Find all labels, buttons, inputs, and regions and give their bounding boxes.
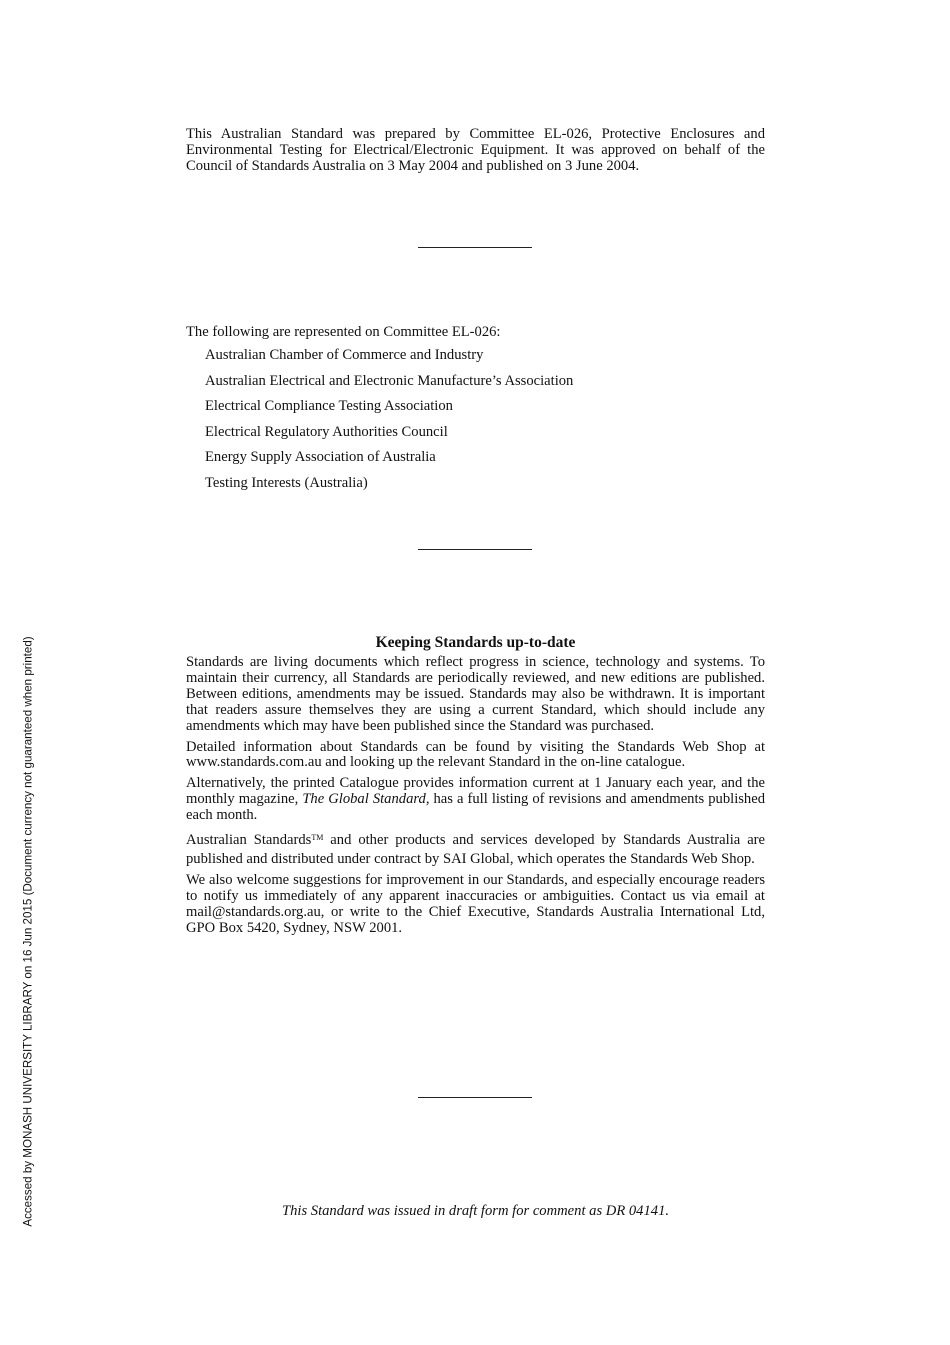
trademark-mark: TM <box>311 833 324 843</box>
keeping-standards-heading: Keeping Standards up-to-date <box>375 634 576 651</box>
committee-member-list <box>186 343 786 497</box>
keeping-text: Australian Standards <box>186 832 312 849</box>
committee-member: Australian Electrical and Electronic Manufacture’s Association <box>205 372 574 389</box>
keeping-paragraph: We also welcome suggestions for improvement in our Standards, and especially encourage readers to notify us immediately of any apparent inaccuracies or ambiguities. Contact us via email at mail@standards.org.au, or write to the Chief Executive, Standards Australia International Ltd, GPO Box 5420, Sydney, NSW 2001. <box>186 872 765 936</box>
section-divider <box>418 247 532 248</box>
committee-member: Australian Chamber of Commerce and Industry <box>205 347 484 363</box>
committee-member: Testing Interests (Australia) <box>205 474 368 491</box>
keeping-paragraph <box>186 829 765 868</box>
committee-member: Electrical Compliance Testing Association <box>205 398 453 415</box>
magazine-title: The Global Standard <box>302 791 426 808</box>
committee-intro: The following are represented on Committee EL-026: <box>186 324 501 340</box>
keeping-text: Alternatively, the printed Catalogue provides information current at 1 January each year, and the monthly magazine, <box>186 775 765 808</box>
committee-member: Energy Supply Association of Australia <box>205 449 436 466</box>
keeping-paragraph: Standards are living documents which reflect progress in science, technology and systems. To maintain their currency, all Standards are periodically reviewed, and new editions are published. Between editions, amendments may be issued. Standards may also be withdrawn. It is important that readers assure themselves they are using a current Standard, which should include any amendments which may have been published since the Standard was purchased. <box>186 654 765 734</box>
prepared-statement: This Australian Standard was prepared by Committee EL-026, Protective Enclosures and Environmental Testing for Electrical/Electronic Equipment. It was approved on behalf of the Council of Standards Australia on 3 May 2004 and published on 3 June 2004. <box>186 126 765 174</box>
keeping-standards-section <box>186 634 765 942</box>
committee-member: Electrical Regulatory Authorities Council <box>205 423 448 440</box>
keeping-paragraph: Detailed information about Standards can be found by visiting the Standards Web Shop at www.standards.com.au and looking up the relevant Standard in the on-line catalogue. <box>186 738 765 771</box>
keeping-text: and other products and services developed by Standards Australia are published and distributed under contract by SAI Global, which operates the Standards Web Shop. <box>186 832 766 867</box>
draft-note: This Standard was issued in draft form for comment as DR 04141. <box>281 1203 670 1219</box>
access-watermark: Accessed by MONASH UNIVERSITY LIBRARY on 16 Jun 2015 (Document currency not guaranteed when printed) <box>21 636 35 1227</box>
keeping-text: , has a full listing of revisions and amendments published each month. <box>186 791 765 824</box>
section-divider <box>418 1097 532 1098</box>
committee-section <box>186 323 786 497</box>
section-divider <box>418 549 532 550</box>
keeping-paragraph <box>186 776 765 824</box>
